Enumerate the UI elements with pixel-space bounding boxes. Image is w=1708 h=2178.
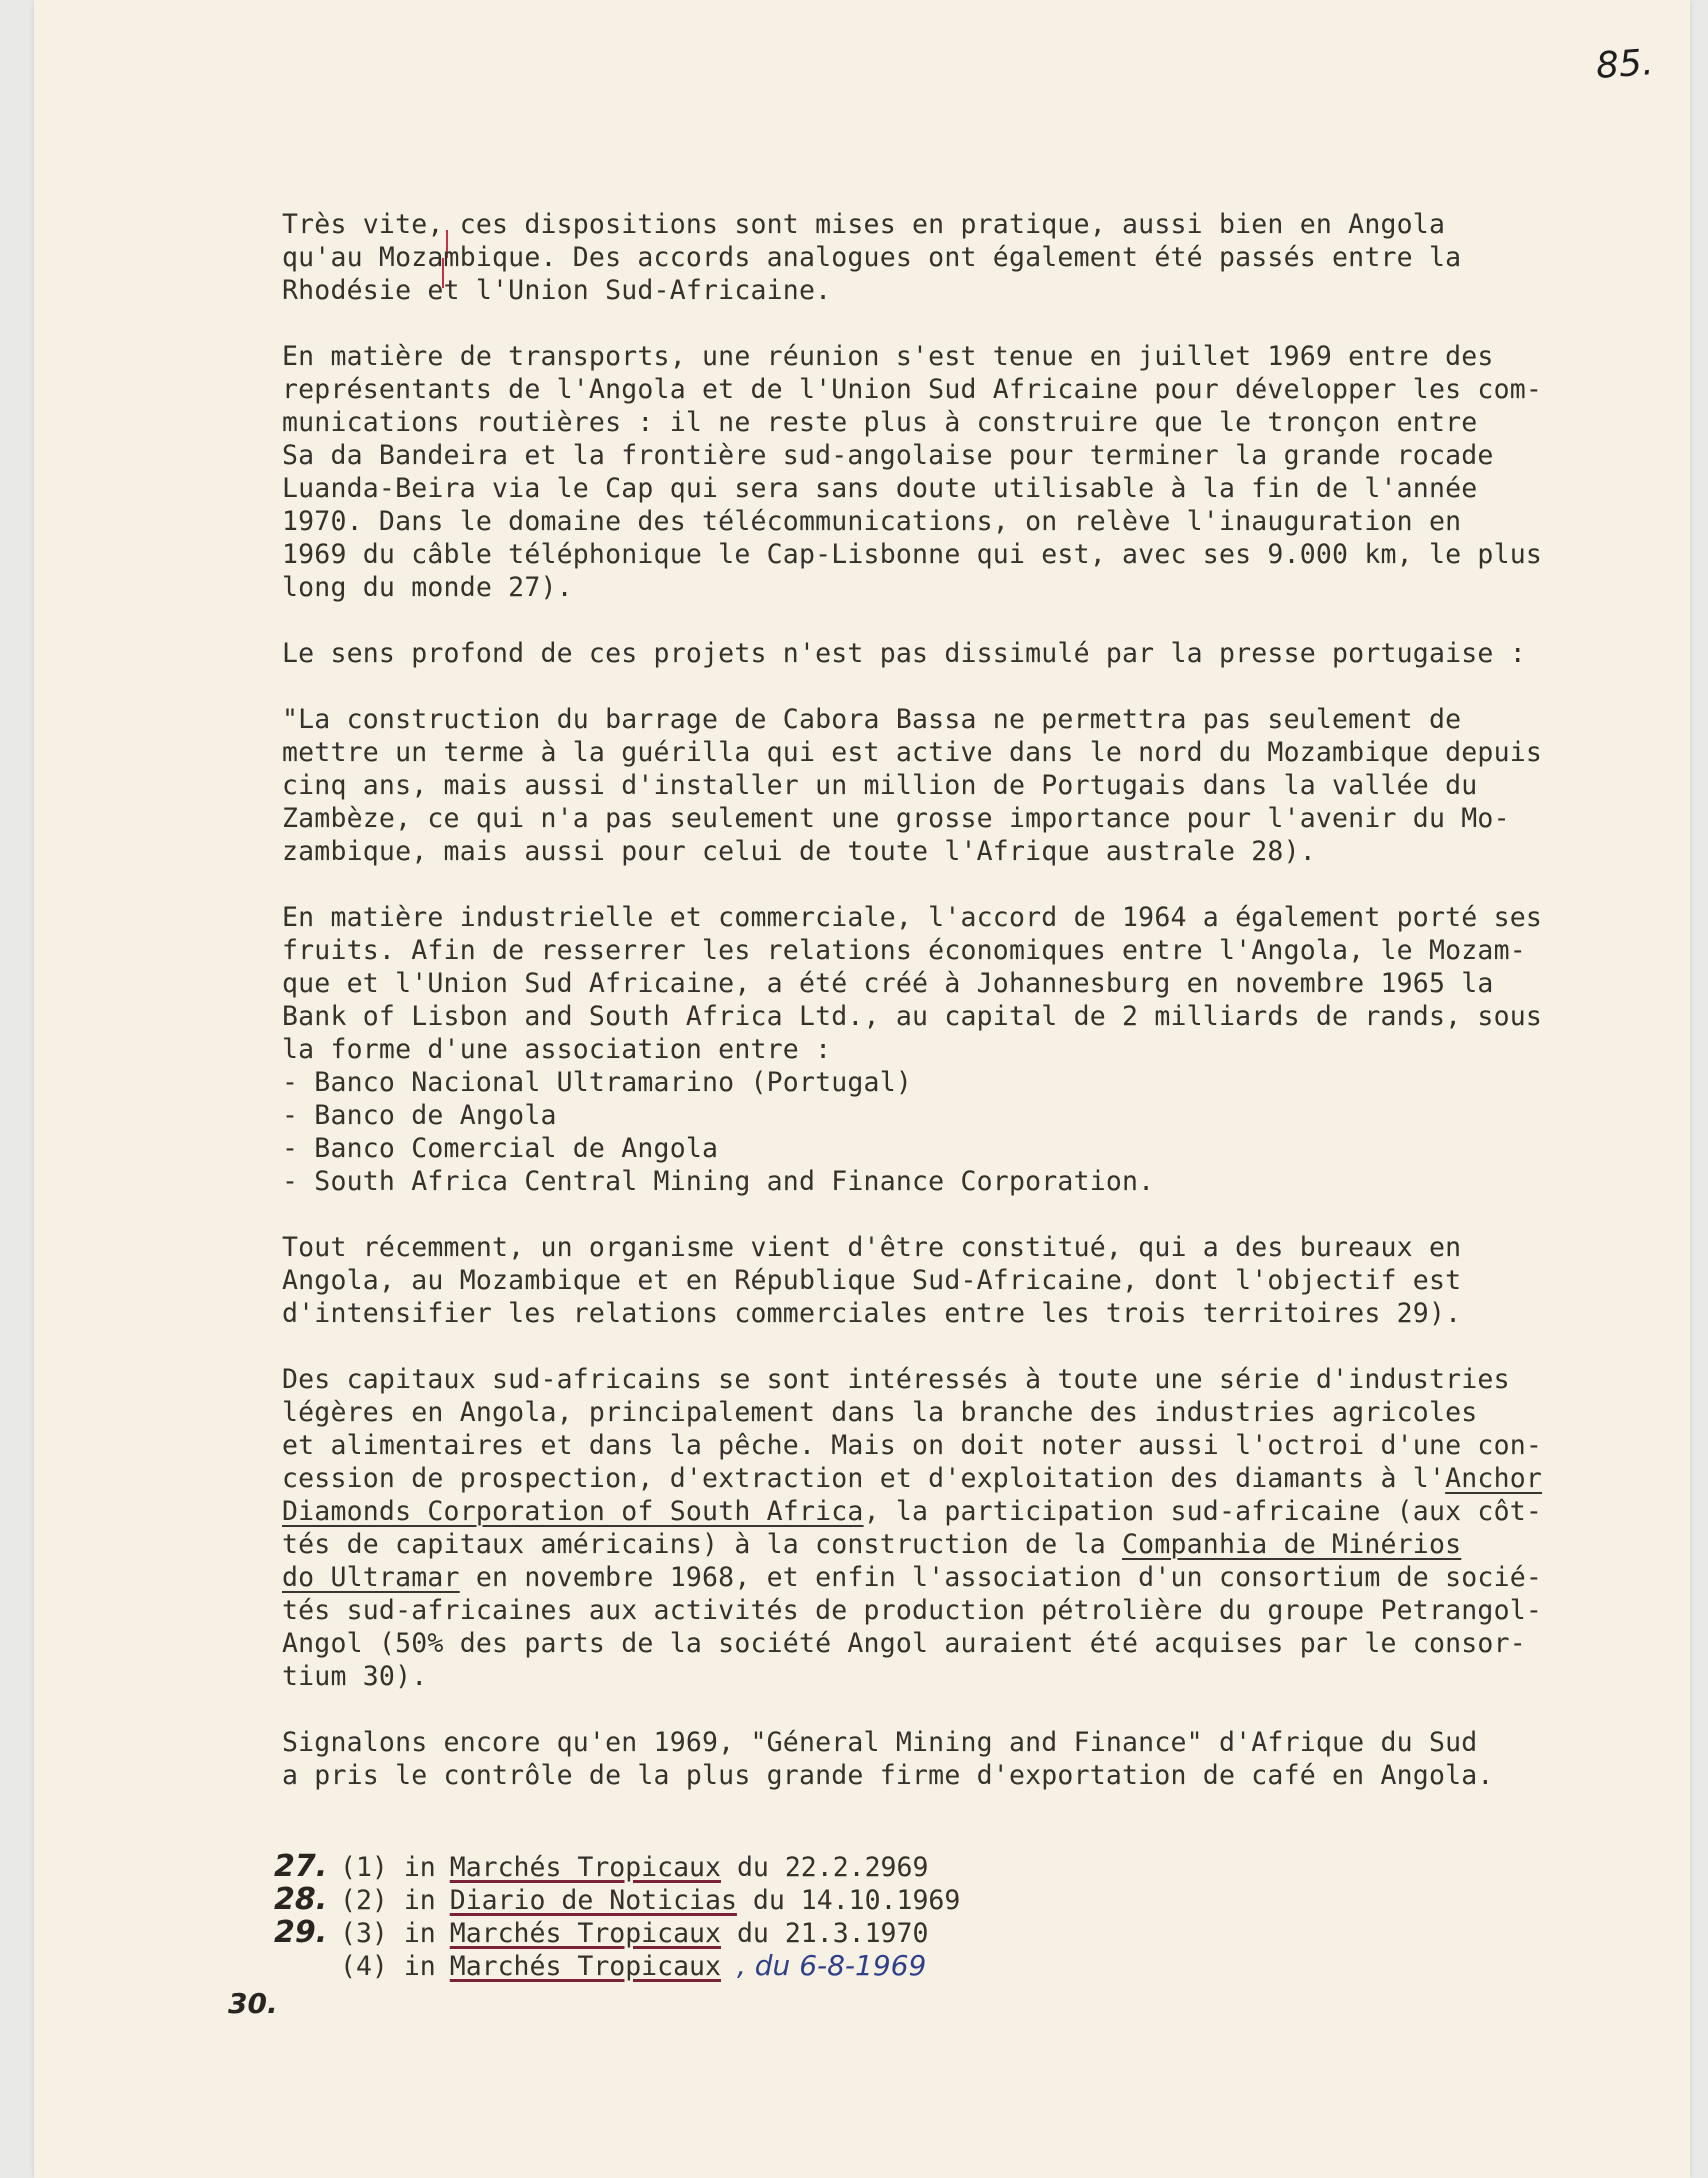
footnote-date: du 22.2.2969: [736, 1852, 929, 1883]
text-line: Rhodésie et l'Union Sud-Africaine.: [282, 275, 832, 306]
text-line: - Banco Comercial de Angola: [282, 1133, 719, 1164]
footnote-number: 28.: [274, 1882, 328, 1917]
text-line: Bank of Lisbon and South Africa Ltd., au capital de 2 milliards de rands, sous: [282, 1001, 1543, 1032]
document-page: [34, 0, 1690, 2178]
text-line: légères en Angola, principalement dans la branche des industries agricoles: [282, 1397, 1478, 1428]
text-line: que et l'Union Sud Africaine, a été créé à Johannesburg en novembre 1965 la: [282, 968, 1494, 999]
text-line: - South Africa Central Mining and Finance Corporation.: [282, 1166, 1155, 1197]
text-line: munications routières : il ne reste plus à construire que le tronçon entre: [282, 407, 1478, 438]
text-line: Angola, au Mozambique et en République Sud-Africaine, dont l'objectif est: [282, 1265, 1462, 1296]
text-line: la forme d'une association entre :: [282, 1034, 832, 1065]
footnote-mark: (2) in: [340, 1885, 436, 1916]
footnote-row: [274, 1916, 1174, 1949]
paragraph: [282, 637, 1682, 670]
footnote-mark: (1) in: [340, 1852, 436, 1883]
text-line: et alimentaires et dans la pêche. Mais on doit noter aussi l'octroi d'une con-: [282, 1430, 1543, 1461]
footnote-date: , du 6-8-1969: [736, 1949, 927, 1982]
text-line: Très vite, ces dispositions sont mises en pratique, aussi bien en Angola: [282, 209, 1446, 240]
text-line: d'intensifier les relations commerciales entre les trois territoires 29).: [282, 1298, 1462, 1329]
footnote-date: du 21.3.1970: [736, 1918, 929, 1949]
text-line: Diamonds Corporation of South Africa, la participation sud-africaine (aux côt-: [282, 1496, 1543, 1527]
paragraph: [282, 1726, 1682, 1792]
paragraph: [282, 1363, 1682, 1693]
text-line: tium 30).: [282, 1661, 428, 1692]
footnote-date: du 14.10.1969: [752, 1885, 961, 1916]
paragraph: [282, 703, 1682, 868]
text-line: mettre un terme à la guérilla qui est active dans le nord du Mozambique depuis: [282, 737, 1543, 768]
text-line: long du monde 27).: [282, 572, 573, 603]
text-line: Sa da Bandeira et la frontière sud-angolaise pour terminer la grande rocade: [282, 440, 1494, 471]
footnote-mark: (4) in: [340, 1951, 436, 1982]
footnote-source: Marchés Tropicaux: [449, 1918, 721, 1949]
text-line: En matière de transports, une réunion s'est tenue en juillet 1969 entre des: [282, 341, 1494, 372]
text-line: "La construction du barrage de Cabora Bassa ne permettra pas seulement de: [282, 704, 1462, 735]
text-line: Le sens profond de ces projets n'est pas dissimulé par la presse portugaise :: [282, 638, 1526, 669]
text-line: 1970. Dans le domaine des télécommunications, on relève l'inauguration en: [282, 506, 1462, 537]
text-line: Signalons encore qu'en 1969, "Géneral Mining and Finance" d'Afrique du Sud: [282, 1727, 1478, 1758]
text-line: - Banco Nacional Ultramarino (Portugal): [282, 1067, 913, 1098]
text-line: Des capitaux sud-africains se sont intéressés à toute une série d'industries: [282, 1364, 1510, 1395]
text-line: tés sud-africaines aux activités de production pétrolière du groupe Petrangol-: [282, 1595, 1543, 1626]
page-number: 85.: [1594, 42, 1655, 87]
text-line: cession de prospection, d'extraction et d'exploitation des diamants à l'Anchor: [282, 1463, 1543, 1494]
footnote-number: 29.: [274, 1915, 328, 1950]
paragraph: [282, 1231, 1682, 1330]
body-text: [282, 208, 1682, 1825]
paragraph: [282, 208, 1682, 307]
text-line: Zambèze, ce qui n'a pas seulement une grosse importance pour l'avenir du Mo-: [282, 803, 1510, 834]
text-line: Angol (50% des parts de la société Angol auraient été acquises par le consor-: [282, 1628, 1526, 1659]
text-line: Tout récemment, un organisme vient d'être constitué, qui a des bureaux en: [282, 1232, 1462, 1263]
text-line: Luanda-Beira via le Cap qui sera sans doute utilisable à la fin de l'année: [282, 473, 1478, 504]
footnote-row: [274, 1949, 1174, 1982]
text-line: En matière industrielle et commerciale, l'accord de 1964 a également porté ses: [282, 902, 1543, 933]
footnote-row: [274, 1850, 1174, 1883]
footnote-number: 27.: [274, 1849, 328, 1884]
footnotes: [274, 1850, 1174, 1982]
text-line: représentants de l'Angola et de l'Union Sud Africaine pour développer les com-: [282, 374, 1543, 405]
footnote-row: [274, 1883, 1174, 1916]
footnote-mark: (3) in: [340, 1918, 436, 1949]
text-line: - Banco de Angola: [282, 1100, 557, 1131]
footnote-number-extra: 30.: [228, 1987, 278, 2020]
text-line: tés de capitaux américains) à la construction de la Companhia de Minérios: [282, 1529, 1462, 1560]
text-line: qu'au Mozambique. Des accords analogues ont également été passés entre la: [282, 242, 1462, 273]
text-line: zambique, mais aussi pour celui de toute l'Afrique australe 28).: [282, 836, 1316, 867]
paragraph: [282, 340, 1682, 604]
paragraph: [282, 901, 1682, 1198]
text-line: 1969 du câble téléphonique le Cap-Lisbonne qui est, avec ses 9.000 km, le plus: [282, 539, 1543, 570]
text-line: fruits. Afin de resserrer les relations économiques entre l'Angola, le Mozam-: [282, 935, 1526, 966]
footnote-source: Diario de Noticias: [449, 1885, 737, 1916]
text-line: a pris le contrôle de la plus grande firme d'exportation de café en Angola.: [282, 1760, 1494, 1791]
text-line: do Ultramar en novembre 1968, et enfin l'association d'un consortium de socié-: [282, 1562, 1543, 1593]
footnote-source: Marchés Tropicaux: [449, 1951, 721, 1982]
footnote-source: Marchés Tropicaux: [449, 1852, 721, 1883]
text-line: cinq ans, mais aussi d'installer un million de Portugais dans la vallée du: [282, 770, 1478, 801]
